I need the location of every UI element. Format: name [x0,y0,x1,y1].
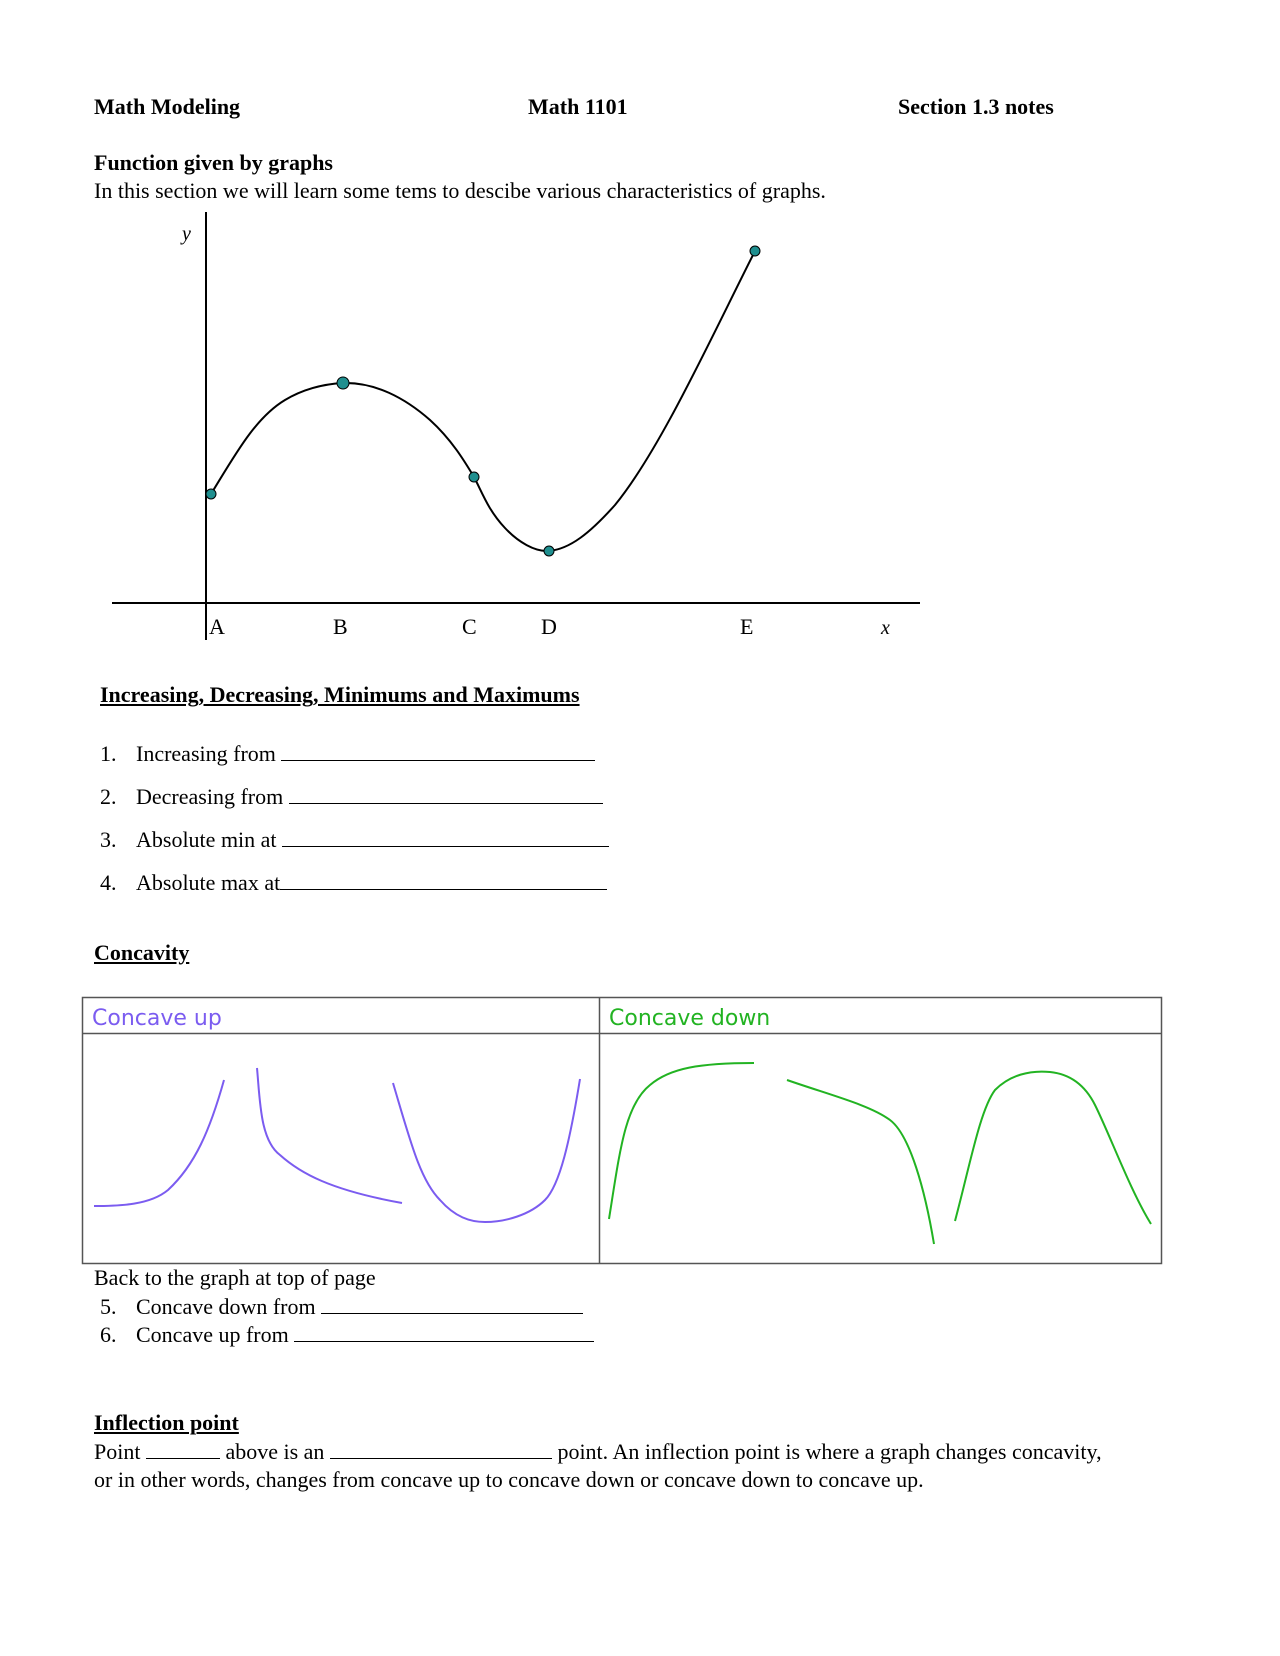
point-c-marker [469,472,479,482]
point-d-marker [544,546,554,556]
answer-blank [289,783,603,804]
list-number: 5. [100,1294,117,1319]
concave-up-curve-1 [94,1080,224,1206]
point-c-label: C [462,614,477,639]
concave-down-curve-1 [609,1063,754,1219]
point-e-marker [750,246,760,256]
header-course-number: Math 1101 [528,94,628,119]
function-curve [211,251,755,551]
list-text: Concave down from [136,1294,322,1319]
section-title-inc-dec: Increasing, Decreasing, Minimums and Maximums [100,682,580,707]
list-item-increasing [100,740,595,767]
point-e-label: E [740,614,754,639]
list-number: 4. [100,870,117,895]
point-b-label: B [333,614,348,639]
list-item-concave-up [100,1321,594,1348]
list-text: Increasing from [136,741,282,766]
section-title-inflection: Inflection point [94,1410,239,1435]
point-d-label: D [541,614,557,639]
concave-down-label: Concave down [609,1006,771,1031]
answer-blank [294,1321,594,1342]
intro-title: Function given by graphs [94,150,333,175]
concave-down-curve-2 [787,1080,934,1244]
header-section: Section 1.3 notes [898,94,1054,119]
concave-down-curve-3 [955,1072,1151,1224]
y-axis-label: y [182,223,191,245]
list-text: Decreasing from [136,784,289,809]
list-number: 1. [100,741,117,766]
answer-blank [281,740,595,761]
list-text: Absolute max at [136,870,281,895]
inflection-type-blank [330,1438,552,1459]
answer-blank [321,1293,583,1314]
list-item-decreasing [100,783,603,810]
inflection-text-part3: point. An inflection point is where a graph changes concavity, [551,1439,1102,1464]
function-graph [0,0,1280,660]
point-a-label: A [209,614,225,639]
x-axis-label: x [881,617,890,639]
inflection-line-1 [94,1438,1102,1465]
concave-up-label: Concave up [92,1006,222,1031]
list-number: 2. [100,784,117,809]
inflection-point-blank [146,1438,220,1459]
list-text: Absolute min at [136,827,283,852]
concave-up-curve-3 [393,1079,580,1222]
inflection-text-part2: above is an [219,1439,330,1464]
point-a-marker [206,489,216,499]
concavity-table [0,990,1280,1270]
list-item-abs-min [100,826,609,853]
concave-up-curve-2 [257,1068,402,1203]
inflection-text-part1: Point [94,1439,146,1464]
list-item-abs-max [100,869,607,896]
back-to-graph-text: Back to the graph at top of page [94,1265,376,1290]
answer-blank [282,826,609,847]
inflection-line-2: or in other words, changes from concave up to concave down or concave down to concave up. [94,1467,924,1492]
answer-blank [280,869,607,890]
list-text: Concave up from [136,1322,295,1347]
intro-text: In this section we will learn some tems to descibe various characteristics of graphs. [94,178,826,203]
point-b-marker [337,377,349,389]
list-item-concave-down [100,1293,583,1320]
header-course: Math Modeling [94,94,241,119]
list-number: 3. [100,827,117,852]
section-title-concavity: Concavity [94,940,190,965]
list-number: 6. [100,1322,117,1347]
table-border [83,998,1162,1264]
